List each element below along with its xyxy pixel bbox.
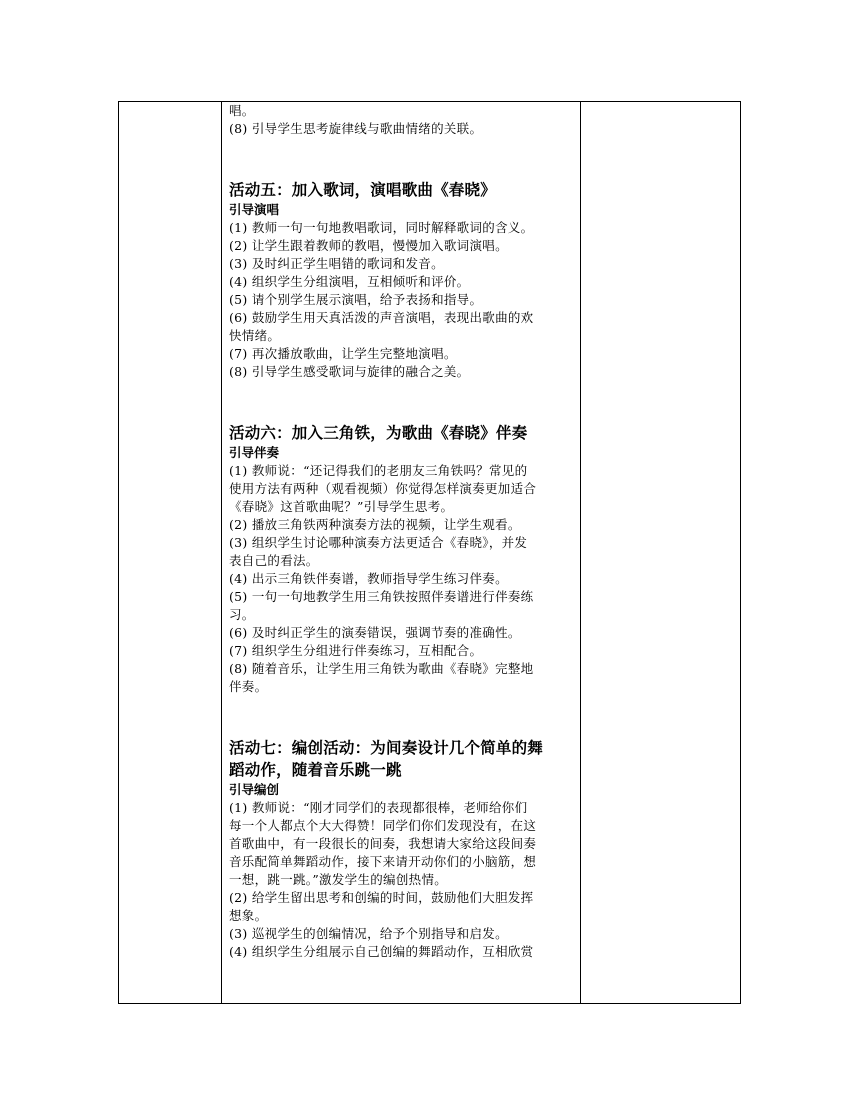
text-line: (6) 鼓励学生用天真活泼的声音演唱，表现出歌曲的欢 [229, 310, 534, 325]
text-line: (1) 教师说：“还记得我们的老朋友三角铁吗？常见的 [229, 463, 528, 478]
text-line: (8) 随着音乐，让学生用三角铁为歌曲《春晓》完整地 [229, 661, 534, 676]
activity-title: 活动六：加入三角铁，为歌曲《春晓》伴奏 [229, 424, 528, 442]
text-line: 一想，跳一跳。”激发学生的编创热情。 [229, 872, 448, 887]
activity-title: 蹈动作，随着音乐跳一跳 [229, 761, 402, 779]
text-line: 表自己的看法。 [229, 553, 319, 568]
right-column-cell [581, 102, 740, 1003]
text-line: (8) 引导学生思考旋律线与歌曲情绪的关联。 [229, 121, 483, 136]
text-line: (3) 及时纠正学生唱错的歌词和发音。 [229, 256, 444, 271]
text-line: (2) 让学生跟着教师的教唱，慢慢加入歌词演唱。 [229, 238, 508, 253]
text-line: 伴奏。 [229, 679, 268, 694]
text-line: (4) 组织学生分组展示自己创编的舞蹈动作，互相欣赏 [229, 944, 534, 959]
activity-content [229, 102, 575, 961]
activity-title: 活动七：编创活动：为间奏设计几个简单的舞 [229, 739, 544, 757]
text-line: 首歌曲中，有一段很长的间奏，我想请大家给这段间奏 [229, 836, 537, 851]
text-line: (4) 组织学生分组演唱，互相倾听和评价。 [229, 274, 470, 289]
activity-title: 活动五：加入歌词，演唱歌曲《春晓》 [229, 181, 496, 199]
text-line: 想象。 [229, 908, 268, 923]
text-line: (8) 引导学生感受歌词与旋律的融合之美。 [229, 364, 470, 379]
text-line: (2) 给学生留出思考和创编的时间，鼓励他们大胆发挥 [229, 890, 534, 905]
text-line: 习。 [229, 607, 255, 622]
text-line: (7) 组织学生分组进行伴奏练习，互相配合。 [229, 643, 483, 658]
text-line: (3) 巡视学生的创编情况，给予个别指导和启发。 [229, 926, 508, 941]
text-line: (3) 组织学生讨论哪种演奏方法更适合《春晓》，并发 [229, 535, 528, 550]
left-column-cell [119, 102, 222, 1003]
activity-subtitle: 引导伴奏 [229, 445, 280, 460]
activity-subtitle: 引导演唱 [229, 202, 280, 217]
text-line: 《春晓》这首歌曲呢？”引导学生思考。 [229, 499, 454, 514]
text-line: (5) 一句一句地教学生用三角铁按照伴奏谱进行伴奏练 [229, 589, 534, 604]
text-line: (4) 出示三角铁伴奏谱，教师指导学生练习伴奏。 [229, 571, 508, 586]
text-line: (6) 及时纠正学生的演奏错误，强调节奏的准确性。 [229, 625, 521, 640]
main-content-cell [222, 102, 581, 1003]
text-line: 音乐配简单舞蹈动作，接下来请开动你们的小脑筋，想 [229, 854, 537, 869]
text-line: (5) 请个别学生展示演唱，给予表扬和指导。 [229, 292, 483, 307]
text-line: 每一个人都点个大大得赞！同学们你们发现没有，在这 [229, 818, 537, 833]
text-line: 唱。 [229, 103, 255, 118]
lesson-plan-table [118, 101, 741, 1004]
text-line: (7) 再次播放歌曲，让学生完整地演唱。 [229, 346, 457, 361]
text-line: (1) 教师一句一句地教唱歌词，同时解释歌词的含义。 [229, 220, 534, 235]
text-line: (1) 教师说：“刚才同学们的表现都很棒，老师给你们 [229, 800, 528, 815]
text-line: 使用方法有两种（观看视频）你觉得怎样演奏更加适合 [229, 481, 537, 496]
activity-subtitle: 引导编创 [229, 782, 280, 797]
text-line: 快情绪。 [229, 328, 281, 343]
text-line: (2) 播放三角铁两种演奏方法的视频，让学生观看。 [229, 517, 521, 532]
